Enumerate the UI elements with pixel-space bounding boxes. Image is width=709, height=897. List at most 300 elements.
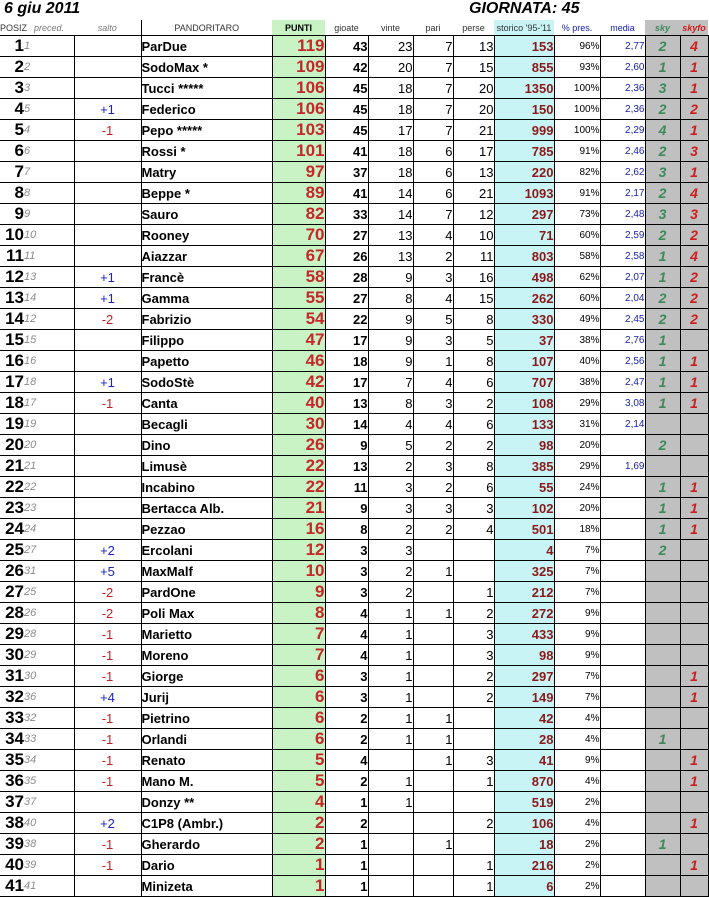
average-cell [600, 645, 645, 666]
points-cell: 6 [272, 729, 325, 750]
jump-cell [74, 162, 141, 183]
col-header-points: PUNTI [272, 20, 325, 36]
lost-cell: 8 [453, 456, 494, 477]
previous-position-cell: 22 [24, 477, 74, 498]
presence-cell: 60% [554, 288, 600, 309]
lost-cell [453, 834, 494, 855]
presence-cell: 7% [554, 582, 600, 603]
skyfo-cell: 1 [680, 519, 708, 540]
previous-position-cell: 15 [24, 330, 74, 351]
position-cell: 32 [0, 687, 24, 708]
skyfo-cell: 1 [680, 78, 708, 99]
table-row [0, 477, 708, 498]
position-cell: 26 [0, 561, 24, 582]
sky-cell: 3 [645, 78, 680, 99]
historic-cell: 433 [494, 624, 554, 645]
won-cell: 1 [368, 729, 413, 750]
played-cell: 17 [325, 372, 368, 393]
lost-cell: 1 [453, 855, 494, 876]
lost-cell: 10 [453, 225, 494, 246]
previous-position-cell: 10 [24, 225, 74, 246]
jump-cell [74, 792, 141, 813]
drawn-cell [413, 855, 453, 876]
drawn-cell: 1 [413, 834, 453, 855]
table-row [0, 141, 708, 162]
report-date: 6 giu 2011 [4, 0, 81, 17]
won-cell: 7 [368, 372, 413, 393]
lost-cell: 17 [453, 141, 494, 162]
table-row [0, 582, 708, 603]
skyfo-cell: 3 [680, 204, 708, 225]
position-cell: 12 [0, 267, 24, 288]
jump-cell [74, 351, 141, 372]
presence-cell: 7% [554, 687, 600, 708]
skyfo-cell [680, 561, 708, 582]
average-cell: 2,76 [600, 330, 645, 351]
won-cell: 9 [368, 330, 413, 351]
player-name-cell: Sauro [141, 204, 272, 225]
sky-cell [645, 771, 680, 792]
drawn-cell: 7 [413, 120, 453, 141]
skyfo-cell: 2 [680, 288, 708, 309]
played-cell: 43 [325, 36, 368, 57]
drawn-cell [413, 666, 453, 687]
presence-cell: 100% [554, 78, 600, 99]
presence-cell: 9% [554, 624, 600, 645]
sky-cell: 2 [645, 309, 680, 330]
average-cell [600, 498, 645, 519]
won-cell: 1 [368, 645, 413, 666]
skyfo-cell: 3 [680, 141, 708, 162]
position-cell: 9 [0, 204, 24, 225]
points-cell: 26 [272, 435, 325, 456]
drawn-cell: 4 [413, 372, 453, 393]
table-row [0, 120, 708, 141]
historic-cell: 385 [494, 456, 554, 477]
position-cell: 5 [0, 120, 24, 141]
player-name-cell: C1P8 (Ambr.) [141, 813, 272, 834]
position-cell: 23 [0, 498, 24, 519]
historic-cell: 153 [494, 36, 554, 57]
played-cell: 18 [325, 351, 368, 372]
played-cell: 3 [325, 666, 368, 687]
sky-cell [645, 456, 680, 477]
won-cell: 20 [368, 57, 413, 78]
presence-cell: 9% [554, 603, 600, 624]
position-cell: 19 [0, 414, 24, 435]
table-row [0, 624, 708, 645]
position-cell: 31 [0, 666, 24, 687]
table-row [0, 603, 708, 624]
skyfo-cell: 1 [680, 393, 708, 414]
skyfo-cell: 1 [680, 855, 708, 876]
presence-cell: 73% [554, 204, 600, 225]
presence-cell: 58% [554, 246, 600, 267]
average-cell [600, 582, 645, 603]
drawn-cell: 1 [413, 729, 453, 750]
jump-cell: +4 [74, 687, 141, 708]
average-cell [600, 771, 645, 792]
player-name-cell: ParDue [141, 36, 272, 57]
previous-position-cell: 19 [24, 414, 74, 435]
lost-cell: 16 [453, 267, 494, 288]
average-cell [600, 435, 645, 456]
player-name-cell: Rossi * [141, 141, 272, 162]
won-cell: 17 [368, 120, 413, 141]
sky-cell: 1 [645, 351, 680, 372]
sky-cell: 2 [645, 36, 680, 57]
historic-cell: 42 [494, 708, 554, 729]
won-cell: 5 [368, 435, 413, 456]
points-cell: 119 [272, 36, 325, 57]
historic-cell: 262 [494, 288, 554, 309]
player-name-cell: Pezzao [141, 519, 272, 540]
average-cell [600, 834, 645, 855]
sky-cell [645, 855, 680, 876]
position-cell: 6 [0, 141, 24, 162]
table-row [0, 183, 708, 204]
table-row [0, 162, 708, 183]
won-cell: 23 [368, 36, 413, 57]
points-cell: 1 [272, 855, 325, 876]
previous-position-cell: 4 [24, 120, 74, 141]
presence-cell: 7% [554, 561, 600, 582]
position-cell: 20 [0, 435, 24, 456]
sky-cell [645, 624, 680, 645]
presence-cell: 40% [554, 351, 600, 372]
won-cell: 2 [368, 582, 413, 603]
jump-cell [74, 519, 141, 540]
average-cell: 2,48 [600, 204, 645, 225]
skyfo-cell: 4 [680, 36, 708, 57]
jump-cell: +2 [74, 540, 141, 561]
lost-cell: 3 [453, 645, 494, 666]
previous-position-cell: 18 [24, 372, 74, 393]
played-cell: 8 [325, 519, 368, 540]
drawn-cell: 7 [413, 99, 453, 120]
sky-cell: 3 [645, 204, 680, 225]
table-row [0, 498, 708, 519]
average-cell [600, 876, 645, 897]
points-cell: 6 [272, 687, 325, 708]
presence-cell: 49% [554, 309, 600, 330]
historic-cell: 999 [494, 120, 554, 141]
played-cell: 2 [325, 771, 368, 792]
lost-cell [453, 540, 494, 561]
historic-cell: 498 [494, 267, 554, 288]
table-row [0, 372, 708, 393]
lost-cell: 6 [453, 477, 494, 498]
jump-cell: -1 [74, 666, 141, 687]
sky-cell: 2 [645, 540, 680, 561]
table-row [0, 561, 708, 582]
drawn-cell: 7 [413, 204, 453, 225]
player-name-cell: Gamma [141, 288, 272, 309]
sky-cell: 1 [645, 330, 680, 351]
table-row [0, 666, 708, 687]
drawn-cell [413, 813, 453, 834]
skyfo-cell [680, 603, 708, 624]
sky-cell: 2 [645, 141, 680, 162]
lost-cell: 6 [453, 372, 494, 393]
won-cell: 3 [368, 540, 413, 561]
historic-cell: 149 [494, 687, 554, 708]
lost-cell: 13 [453, 162, 494, 183]
drawn-cell [413, 624, 453, 645]
col-header-played: gioate [325, 20, 368, 36]
position-cell: 27 [0, 582, 24, 603]
won-cell: 18 [368, 78, 413, 99]
points-cell: 101 [272, 141, 325, 162]
skyfo-cell: 1 [680, 120, 708, 141]
presence-cell: 100% [554, 120, 600, 141]
jump-cell [74, 330, 141, 351]
historic-cell: 133 [494, 414, 554, 435]
position-cell: 22 [0, 477, 24, 498]
player-name-cell: Fabrizio [141, 309, 272, 330]
position-cell: 4 [0, 99, 24, 120]
played-cell: 3 [325, 561, 368, 582]
previous-position-cell: 2 [24, 57, 74, 78]
played-cell: 27 [325, 288, 368, 309]
lost-cell: 6 [453, 414, 494, 435]
points-cell: 97 [272, 162, 325, 183]
played-cell: 42 [325, 57, 368, 78]
presence-cell: 2% [554, 876, 600, 897]
presence-cell: 4% [554, 813, 600, 834]
position-cell: 39 [0, 834, 24, 855]
player-name-cell: Pietrino [141, 708, 272, 729]
drawn-cell [413, 876, 453, 897]
position-cell: 33 [0, 708, 24, 729]
historic-cell: 55 [494, 477, 554, 498]
played-cell: 4 [325, 750, 368, 771]
points-cell: 16 [272, 519, 325, 540]
presence-cell: 18% [554, 519, 600, 540]
drawn-cell [413, 792, 453, 813]
played-cell: 9 [325, 435, 368, 456]
previous-position-cell: 7 [24, 162, 74, 183]
won-cell: 4 [368, 414, 413, 435]
previous-position-cell: 26 [24, 603, 74, 624]
played-cell: 26 [325, 246, 368, 267]
skyfo-cell [680, 876, 708, 897]
col-header-won: vinte [368, 20, 413, 36]
presence-cell: 24% [554, 477, 600, 498]
jump-cell [74, 498, 141, 519]
table-body [0, 36, 708, 897]
presence-cell: 7% [554, 666, 600, 687]
points-cell: 6 [272, 666, 325, 687]
jump-cell: -1 [74, 750, 141, 771]
average-cell: 2,46 [600, 141, 645, 162]
player-name-cell: Giorge [141, 666, 272, 687]
points-cell: 70 [272, 225, 325, 246]
won-cell: 1 [368, 771, 413, 792]
played-cell: 4 [325, 624, 368, 645]
drawn-cell: 6 [413, 183, 453, 204]
col-header-average: media [600, 20, 645, 36]
drawn-cell: 7 [413, 78, 453, 99]
points-cell: 58 [272, 267, 325, 288]
jump-cell: +1 [74, 99, 141, 120]
previous-position-cell: 33 [24, 729, 74, 750]
won-cell: 2 [368, 456, 413, 477]
average-cell [600, 624, 645, 645]
col-header-player: PANDORITARO [141, 20, 272, 36]
won-cell: 1 [368, 624, 413, 645]
previous-position-cell: 38 [24, 834, 74, 855]
col-header-previous: preced. [24, 20, 74, 36]
sky-cell: 1 [645, 498, 680, 519]
drawn-cell: 4 [413, 225, 453, 246]
previous-position-cell: 29 [24, 645, 74, 666]
drawn-cell: 2 [413, 477, 453, 498]
jump-cell: -1 [74, 393, 141, 414]
skyfo-cell: 2 [680, 267, 708, 288]
presence-cell: 31% [554, 414, 600, 435]
played-cell: 28 [325, 267, 368, 288]
average-cell: 2,77 [600, 36, 645, 57]
table-row [0, 834, 708, 855]
position-cell: 41 [0, 876, 24, 897]
table-row [0, 750, 708, 771]
lost-cell: 2 [453, 603, 494, 624]
average-cell [600, 477, 645, 498]
won-cell: 8 [368, 393, 413, 414]
drawn-cell: 4 [413, 414, 453, 435]
table-row [0, 309, 708, 330]
lost-cell: 1 [453, 876, 494, 897]
sky-cell [645, 582, 680, 603]
played-cell: 17 [325, 330, 368, 351]
points-cell: 42 [272, 372, 325, 393]
position-cell: 13 [0, 288, 24, 309]
previous-position-cell: 14 [24, 288, 74, 309]
previous-position-cell: 34 [24, 750, 74, 771]
presence-cell: 96% [554, 36, 600, 57]
player-name-cell: Dario [141, 855, 272, 876]
presence-cell: 62% [554, 267, 600, 288]
jump-cell: -1 [74, 771, 141, 792]
sky-cell: 2 [645, 225, 680, 246]
table-row [0, 876, 708, 897]
previous-position-cell: 1 [24, 36, 74, 57]
played-cell: 4 [325, 645, 368, 666]
position-cell: 18 [0, 393, 24, 414]
table-row [0, 708, 708, 729]
drawn-cell: 2 [413, 435, 453, 456]
points-cell: 40 [272, 393, 325, 414]
skyfo-cell: 2 [680, 99, 708, 120]
lost-cell [453, 792, 494, 813]
jump-cell: -2 [74, 603, 141, 624]
drawn-cell: 1 [413, 561, 453, 582]
previous-position-cell: 39 [24, 855, 74, 876]
presence-cell: 82% [554, 162, 600, 183]
won-cell: 1 [368, 666, 413, 687]
won-cell: 9 [368, 309, 413, 330]
player-name-cell: Rooney [141, 225, 272, 246]
historic-cell: 216 [494, 855, 554, 876]
table-row [0, 246, 708, 267]
presence-cell: 100% [554, 99, 600, 120]
sky-cell: 1 [645, 246, 680, 267]
jump-cell [74, 435, 141, 456]
points-cell: 89 [272, 183, 325, 204]
presence-cell: 60% [554, 225, 600, 246]
drawn-cell: 1 [413, 750, 453, 771]
lost-cell: 3 [453, 624, 494, 645]
average-cell: 2,04 [600, 288, 645, 309]
skyfo-cell [680, 330, 708, 351]
played-cell: 45 [325, 99, 368, 120]
average-cell: 2,59 [600, 225, 645, 246]
sky-cell: 2 [645, 435, 680, 456]
won-cell: 1 [368, 792, 413, 813]
previous-position-cell: 32 [24, 708, 74, 729]
average-cell: 2,17 [600, 183, 645, 204]
previous-position-cell: 3 [24, 78, 74, 99]
points-cell: 21 [272, 498, 325, 519]
drawn-cell [413, 687, 453, 708]
historic-cell: 707 [494, 372, 554, 393]
position-cell: 7 [0, 162, 24, 183]
played-cell: 45 [325, 120, 368, 141]
sky-cell: 4 [645, 120, 680, 141]
player-name-cell: Becagli [141, 414, 272, 435]
average-cell [600, 519, 645, 540]
table-row [0, 225, 708, 246]
points-cell: 55 [272, 288, 325, 309]
sky-cell: 2 [645, 99, 680, 120]
previous-position-cell: 13 [24, 267, 74, 288]
position-cell: 37 [0, 792, 24, 813]
position-cell: 35 [0, 750, 24, 771]
standings-table [0, 20, 709, 897]
drawn-cell: 6 [413, 141, 453, 162]
table-row [0, 729, 708, 750]
previous-position-cell: 24 [24, 519, 74, 540]
played-cell: 4 [325, 603, 368, 624]
historic-cell: 108 [494, 393, 554, 414]
table-row [0, 540, 708, 561]
played-cell: 9 [325, 498, 368, 519]
lost-cell [453, 561, 494, 582]
previous-position-cell: 37 [24, 792, 74, 813]
skyfo-cell: 4 [680, 183, 708, 204]
position-cell: 11 [0, 246, 24, 267]
historic-cell: 220 [494, 162, 554, 183]
position-cell: 2 [0, 57, 24, 78]
historic-cell: 1350 [494, 78, 554, 99]
won-cell: 1 [368, 708, 413, 729]
position-cell: 17 [0, 372, 24, 393]
previous-position-cell: 8 [24, 183, 74, 204]
player-name-cell: Gherardo [141, 834, 272, 855]
points-cell: 6 [272, 708, 325, 729]
drawn-cell [413, 645, 453, 666]
position-cell: 25 [0, 540, 24, 561]
historic-cell: 98 [494, 435, 554, 456]
sky-cell [645, 813, 680, 834]
average-cell [600, 603, 645, 624]
presence-cell: 4% [554, 708, 600, 729]
points-cell: 10 [272, 561, 325, 582]
sky-cell: 1 [645, 519, 680, 540]
average-cell: 2,36 [600, 99, 645, 120]
jump-cell: +1 [74, 288, 141, 309]
